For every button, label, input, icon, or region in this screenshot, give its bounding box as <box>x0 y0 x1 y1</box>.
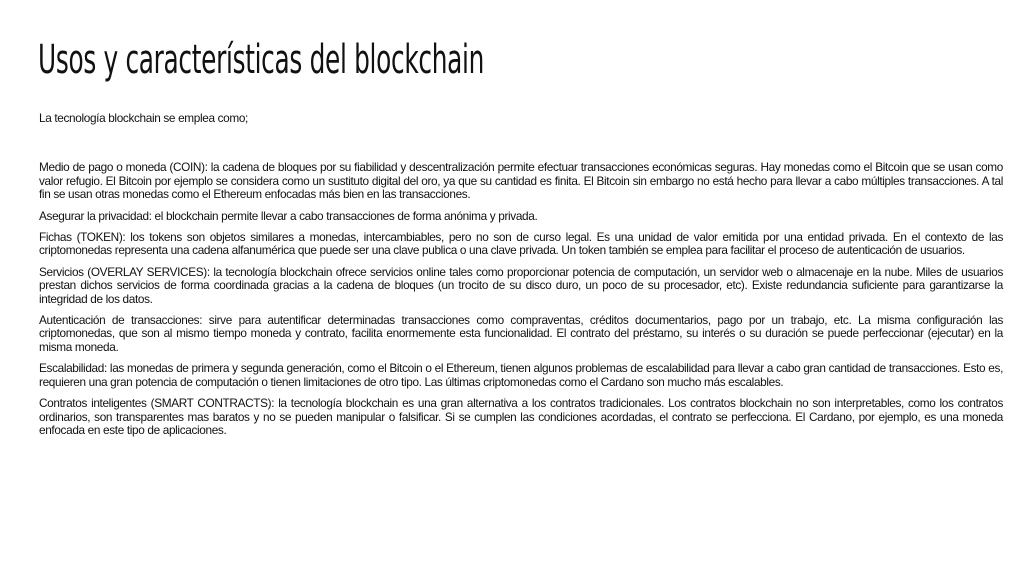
paragraph-coin: Medio de pago o moneda (COIN): la cadena de bloques por su fiabilidad y descentralización permite efectuar transacciones económicas seguras. Hay monedas como el Bitcoin que se usan como valor refugio. El Bitcoin por ejemplo se considera como un sustituto digital del oro, ya que su cantidad es finita. El Bitcoin sin embargo no está hecho para llevar a cabo múltiples transacciones. A tal fin se usan otras monedas como el Ethereum enfocadas más bien en las transacciones. <box>39 160 1003 202</box>
paragraph-authentication: Autenticación de transacciones: sirve para autentificar determinadas transacciones como compraventas, créditos documentarios, pago por un trabajo, etc. La misma configuración las criptomonedas, que son al mismo tiempo moneda y contrato, facilita enormemente esta funcionalidad. El contrato del préstamo, su interés o su duración se puede perfeccionar (ejecutar) en la misma moneda. <box>39 313 1003 354</box>
paragraph-overlay-services: Servicios (OVERLAY SERVICES): la tecnología blockchain ofrece servicios online tales como proporcionar potencia de computación, un servidor web o almacenaje en la nube. Miles de usuarios prestan dichos servicios de forma coordinada gracias a la cadena de bloques (un trocito de su disco duro, un poco de su procesador, etc). Existe redundancia suficiente para garantizarse la integridad de los datos. <box>39 264 1003 306</box>
slide-title: Usos y características del blockchain <box>38 37 484 83</box>
paragraph-scalability: Escalabilidad: las monedas de primera y segunda generación, como el Bitcoin o el Ethereum, tienen algunos problemas de escalabilidad para llevar a cabo gran cantidad de transacciones. Esto es, requieren una gran potencia de computación o tienen limitaciones de otro tipo. Las últimas criptomonedas como el Cardano son mucho más escalables. <box>39 361 1003 389</box>
paragraph-privacy: Asegurar la privacidad: el blockchain permite llevar a cabo transacciones de forma anónima y privada. <box>39 208 538 223</box>
paragraph-token: Fichas (TOKEN): los tokens son objetos similares a monedas, intercambiables, pero no son de curso legal. Es una unidad de valor emitida por una entidad privada. En el contexto de las criptomonedas representa una cadena alfanumérica que puede ser una clave publica o una clave privada. Un token también se emplea para facilitar el proceso de autenticación de usuarios. <box>39 230 1003 258</box>
paragraph-smart-contracts: Contratos inteligentes (SMART CONTRACTS): la tecnología blockchain es una gran alternativa a los contratos tradicionales. Los contratos blockchain no son interpretables, como los contratos ordinarios, son transparentes mas baratos y no se pueden manipular o falsificar. Si se cumplen las condiciones acordadas, el contrato se perfecciona. El Cardano, por ejemplo, es una moneda enfocada en este tipo de aplicaciones. <box>39 396 1003 437</box>
intro-text: La tecnología blockchain se emplea como; <box>39 111 248 125</box>
slide-body <box>39 112 1003 445</box>
